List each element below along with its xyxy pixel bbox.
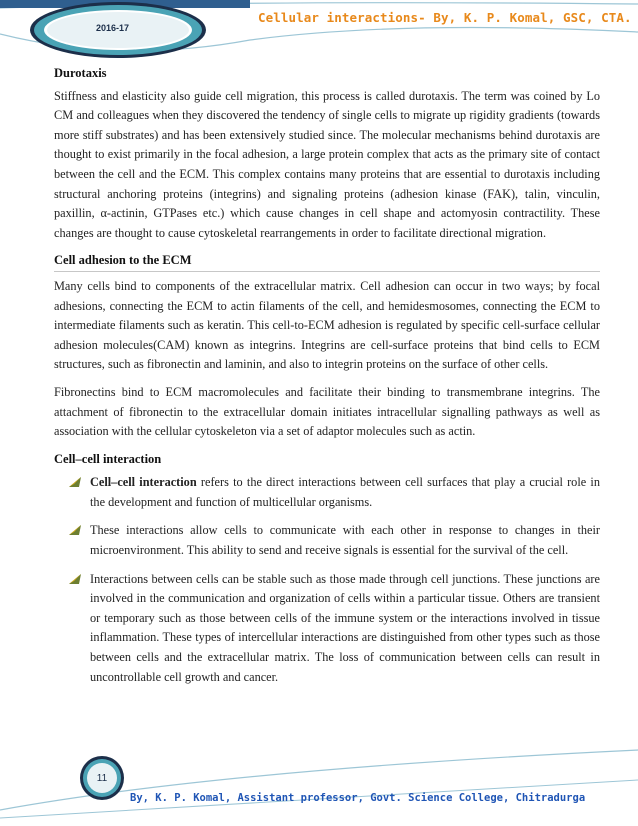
list-item-bold: Cell–cell interaction <box>90 475 197 490</box>
cell-cell-heading: Cell–cell interaction <box>54 451 162 466</box>
cell-cell-list <box>54 473 600 687</box>
arrow-bullet-icon <box>68 476 82 488</box>
page-number: 11 <box>96 773 108 784</box>
ecm-heading: Cell adhesion to the ECM <box>54 251 600 272</box>
arrow-bullet-icon <box>68 524 82 536</box>
list-item-text: refers to the direct interactions between cell surfaces that play a crucial role in the development and function of multicellular organisms. <box>90 475 601 509</box>
header-title: Cellular interactions- By, K. P. Komal, GSC, CTA. <box>258 10 632 25</box>
ecm-paragraph-1: Many cells bind to components of the extracellular matrix. Cell adhesion can occur in two ways; by focal adhesions, connecting the ECM to actin filaments of the cell, and hemidesmosomes, connecting the ECM to intermediate filaments such as keratin. This cell-to-ECM adhesion is regulated by specific cell-surface cellular adhesion molecules(CAM) known as integrins. Integrins are cell-surface proteins that bind cells to ECM structures, such as fibronectin and laminin, and also to integrin proteins on the surface of other cells. <box>54 278 600 372</box>
durotaxis-heading: Durotaxis <box>54 66 107 80</box>
durotaxis-paragraph: Stiffness and elasticity also guide cell migration, this process is called durotaxis. The term was coined by Lo CM and colleagues when they discovered the tendency of single cells to migrate up rigidity gradients (towards more stiff substrates) and has been extensively studied since. The molecular mechanisms behind durotaxis are thought to exist primarily in the focal adhesion, a large protein complex that acts as the primary site of contact between the cell and the ECM. This complex contains many proteins that are essential to durotaxis including structural anchoring proteins (integrins) and signaling proteins (adhesion kinase (FAK), talin, vinculin, paxillin, α-actinin, GTPases etc.) which cause changes in cell shape and actomyosin contractility. These changes are thought to cause cytoskeletal rearrangements in order to facilitate directional migration. <box>54 88 600 240</box>
arrow-bullet-icon <box>68 573 82 585</box>
ecm-paragraph-2: Fibronectins bind to ECM macromolecules and facilitate their binding to transmembrane integrins. The attachment of fibronectin to the extracellular domain initiates intracellular signalling pathways as well as association with the cellular cytoskeleton via a set of adaptor molecules such as actin. <box>54 384 600 439</box>
main-content <box>54 64 600 696</box>
year-badge: 2016-17 <box>96 23 130 33</box>
list-item <box>54 521 600 560</box>
list-item <box>54 570 600 688</box>
list-item-text: These interactions allow cells to communicate with each other in response to changes in their microenvironment. This ability to send and receive signals is essential for the survival of the cell. <box>90 523 600 558</box>
list-item <box>54 473 600 512</box>
footer-text: By, K. P. Komal, Assistant professor, Govt. Science College, Chitradurga <box>130 792 586 804</box>
list-item-text: Interactions between cells can be stable such as those made through cell junctions. These junctions are involved in the communication and organization of cells within a particular tissue. Others are transient or temporary such as those between cells of the immune system or the interactions involved in tissue inflammation. These types of intercellular interactions are distinguished from other types such as those between cells and the extracellular matrix. The loss of communication between cells can result in uncontrollable cell growth and cancer. <box>90 571 600 684</box>
